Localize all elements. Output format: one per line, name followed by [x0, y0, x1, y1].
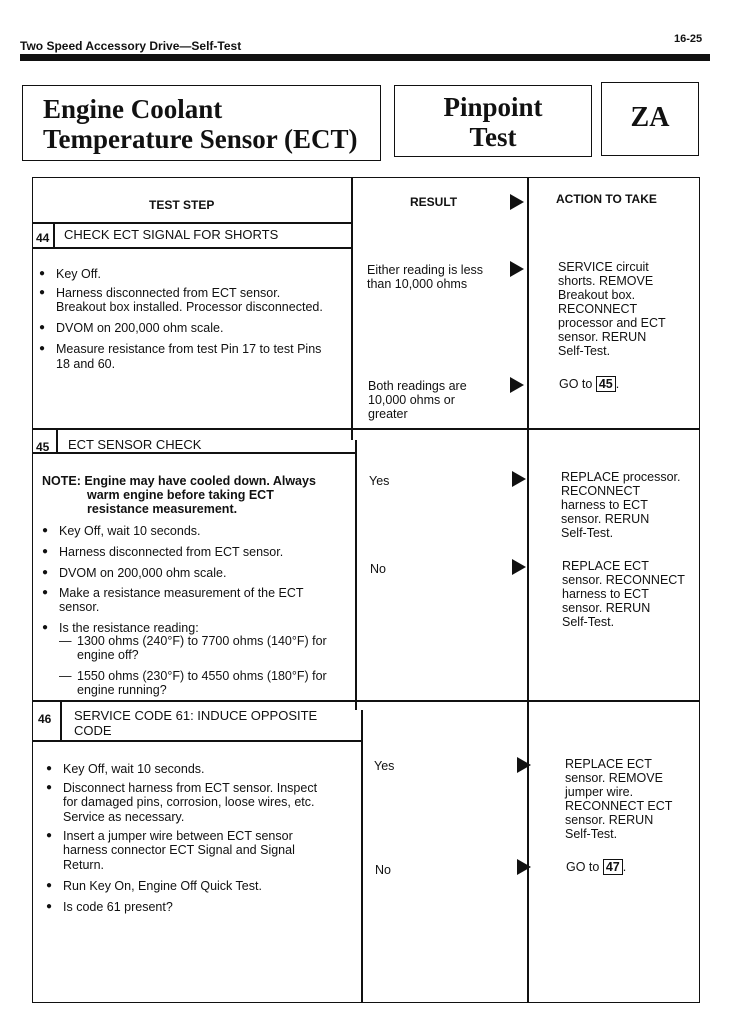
- step46-bullet-cont: harness connector ECT Signal and Signal: [63, 843, 295, 857]
- step46-bullet-cont: for damaged pins, corrosion, loose wires, etc.: [63, 795, 315, 809]
- header-row-divider-left: [33, 222, 351, 224]
- sensor-title-box: [22, 85, 381, 161]
- action-header: ACTION TO TAKE: [556, 192, 657, 206]
- step44-number-divider: [53, 222, 55, 247]
- step46-result-yes: Yes: [374, 759, 395, 773]
- step45-bullet: ● Is the resistance reading:: [42, 621, 199, 635]
- step45-title: ECT SENSOR CHECK: [68, 437, 202, 452]
- step46-action-yes: REPLACE ECT sensor. REMOVE jumper wire. RECONNECT ECT sensor. RERUN Self-Test.: [565, 757, 673, 841]
- step46-title-divider: [33, 740, 361, 742]
- step45-title-divider: [33, 452, 355, 454]
- step46-bullet: ● Is code 61 present?: [46, 900, 173, 914]
- step45-bullet: ● Harness disconnected from ECT sensor.: [42, 545, 283, 559]
- pinpoint-title: Pinpoint Test: [443, 92, 543, 152]
- step46-bullet: ● Run Key On, Engine Off Quick Test.: [46, 879, 262, 893]
- step45-result-no: No: [370, 562, 386, 576]
- pinpoint-title-box: [394, 85, 592, 157]
- step44-bullet: ● Harness disconnected from ECT sensor.: [39, 286, 280, 300]
- step44-bullet-cont: 18 and 60.: [56, 357, 116, 371]
- result-arrow-icon: [512, 559, 526, 575]
- step44-result-2: Both readings are 10,000 ohms or greater: [368, 379, 467, 421]
- step45-subitem: — 1550 ohms (230°F) to 4550 ohms (180°F) for: [59, 669, 327, 683]
- test-code-box: [601, 82, 699, 156]
- step46-bullet: ● Disconnect harness from ECT sensor. Inspect: [46, 781, 317, 795]
- result-arrow-icon: [510, 377, 524, 393]
- step44-action-2: GO to 45 .: [559, 377, 620, 391]
- step45-subitem-cont: engine running?: [77, 683, 167, 697]
- column-divider-1a: [351, 178, 353, 440]
- step46-number-divider: [60, 700, 62, 740]
- step44-bullet: ● DVOM on 200,000 ohm scale.: [39, 321, 223, 335]
- step45-bullet-cont: sensor.: [59, 600, 100, 614]
- step44-title-divider: [33, 247, 351, 249]
- result-arrow-icon: [517, 859, 531, 875]
- header-rule: [20, 54, 710, 61]
- step45-subitem: — 1300 ohms (240°F) to 7700 ohms (140°F) for: [59, 634, 327, 648]
- section-header: Two Speed Accessory Drive—Self-Test: [20, 39, 242, 53]
- step46-bullet: ● Key Off, wait 10 seconds.: [46, 762, 205, 776]
- step44-bullet-cont: Breakout box installed. Processor disconnected.: [56, 300, 323, 314]
- result-arrow-icon: [510, 261, 524, 277]
- header-arrow-icon: [510, 194, 524, 210]
- page-number: 16-25: [674, 33, 703, 45]
- step44-bullet: ● Key Off.: [39, 267, 101, 281]
- column-divider-2: [527, 178, 529, 1002]
- step45-result-yes: Yes: [369, 474, 390, 488]
- step44-bullet: ● Measure resistance from test Pin 17 to test Pins: [39, 342, 321, 356]
- result-header: RESULT: [410, 195, 458, 209]
- column-divider-1c: [361, 710, 363, 1002]
- step46-number: 46: [38, 712, 52, 726]
- result-arrow-icon: [512, 471, 526, 487]
- step46-result-no: No: [375, 863, 391, 877]
- step44-number: 44: [36, 231, 50, 245]
- step45-top-divider: [33, 428, 699, 430]
- step45-number-divider: [56, 428, 58, 452]
- step45-bullet: ● Key Off, wait 10 seconds.: [42, 524, 201, 538]
- sensor-title: Engine Coolant Temperature Sensor (ECT): [43, 94, 358, 154]
- step44-title: CHECK ECT SIGNAL FOR SHORTS: [64, 227, 279, 242]
- step45-number: 45: [36, 440, 50, 454]
- step46-bullet: ● Insert a jumper wire between ECT sensor: [46, 829, 293, 843]
- step46-title: SERVICE CODE 61: INDUCE OPPOSITE CODE: [74, 708, 318, 738]
- step45-bullet: ● Make a resistance measurement of the ECT: [42, 586, 304, 600]
- step45-bullet: ● DVOM on 200,000 ohm scale.: [42, 566, 226, 580]
- step45-action-no: REPLACE ECT sensor. RECONNECT harness to ECT sensor. RERUN Self-Test.: [562, 559, 685, 629]
- step44-result-1: Either reading is less than 10,000 ohms: [367, 263, 484, 291]
- pinpoint-table: [32, 177, 700, 1003]
- step46-bullet-cont: Return.: [63, 858, 104, 872]
- step45-subitem-cont: engine off?: [77, 648, 139, 662]
- step45-note: NOTE: Engine may have cooled down. Always warm engine before taking ECT resistance measurement.: [42, 474, 316, 516]
- step45-action-yes: REPLACE processor. RECONNECT harness to ECT sensor. RERUN Self-Test.: [561, 470, 681, 540]
- goto-step-47-link[interactable]: 47: [603, 859, 623, 875]
- result-arrow-icon: [517, 757, 531, 773]
- step46-top-divider: [33, 700, 699, 702]
- column-divider-1b: [355, 440, 357, 710]
- step44-action-1: SERVICE circuit shorts. REMOVE Breakout box. RECONNECT processor and ECT sensor. RERUN Self-Test.: [558, 260, 666, 358]
- goto-step-45-link[interactable]: 45: [596, 376, 616, 392]
- test-step-header: TEST STEP: [149, 198, 215, 212]
- step46-action-no: GO to 47 .: [566, 860, 627, 874]
- step46-bullet-cont: Service as necessary.: [63, 810, 185, 824]
- test-code: ZA: [630, 102, 670, 133]
